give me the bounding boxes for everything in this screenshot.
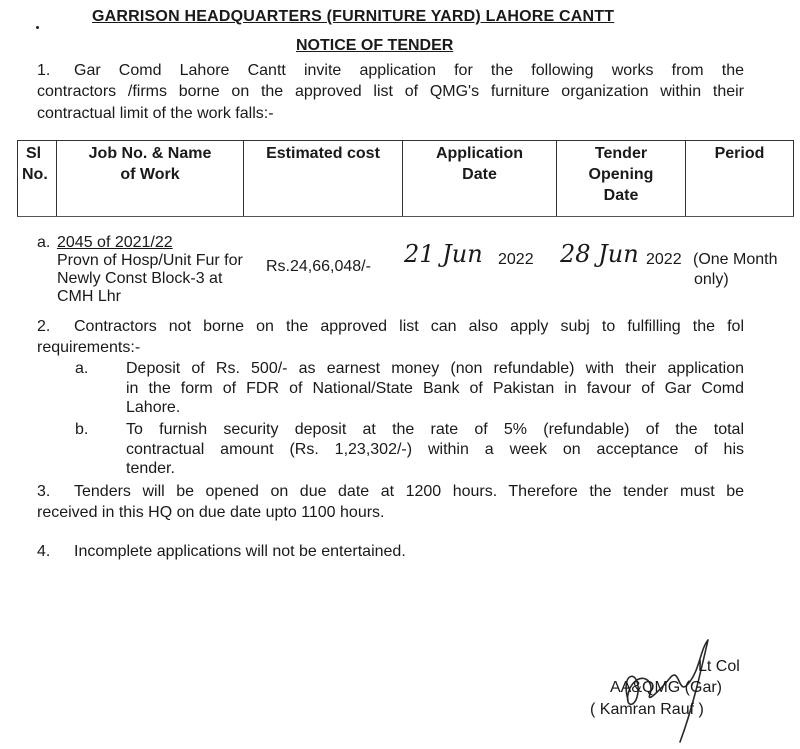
signature-appointment: AA&QMG (Gar): [610, 679, 723, 696]
para3-line2: received in this HQ on due date upto 1100 hours.: [37, 504, 385, 521]
para1-line1: Gar Comd Lahore Cantt invite application for the following works from the: [74, 62, 744, 79]
signature-rank: Lt Col: [698, 658, 740, 675]
work-name-line2: Newly Const Block-3 at: [57, 270, 223, 287]
para3-line1: Tenders will be opened on due date at 1200 hours. Therefore the tender must be: [74, 483, 744, 500]
para4-number: 4.: [37, 543, 51, 560]
estimated-cost: Rs.24,66,048/-: [266, 258, 371, 275]
para4-text: Incomplete applications will not be entertained.: [74, 543, 406, 560]
para2-number: 2.: [37, 318, 51, 335]
para1-number: 1.: [37, 62, 51, 79]
para2-line1: Contractors not borne on the approved list can also apply subj to fulfilling the fol: [74, 318, 744, 335]
work-name-line3: CMH Lhr: [57, 288, 122, 305]
document-title: GARRISON HEADQUARTERS (FURNITURE YARD) LAHORE CANTT: [92, 8, 615, 25]
table-header-row: [18, 141, 794, 209]
para2-b-line2: contractual amount (Rs. 1,23,302/-) within a week on acceptance of his: [126, 441, 744, 458]
col-job-header: Job No. & Name of Work: [57, 141, 244, 209]
col-period-header: Period: [686, 141, 794, 209]
para2-a-line3: Lahore.: [126, 399, 181, 416]
col-tender-header: Tender Opening Date: [557, 141, 686, 209]
application-date-handwritten: 21 Jun: [404, 240, 483, 268]
tender-date-handwritten: 28 Jun: [560, 240, 639, 268]
work-item-label: a.: [37, 234, 51, 251]
para2-b-line3: tender.: [126, 460, 175, 477]
application-date-year: 2022: [498, 251, 534, 268]
para2-b-label: b.: [75, 421, 89, 438]
period-line2: only): [694, 271, 729, 288]
para1-line3: contractual limit of the work falls:-: [37, 105, 274, 122]
work-name-line1: Provn of Hosp/Unit Fur for: [57, 252, 243, 269]
tender-date-year: 2022: [646, 251, 682, 268]
para2-b-line1: To furnish security deposit at the rate of 5% (refundable) of the total: [126, 421, 744, 438]
para2-a-label: a.: [75, 360, 89, 377]
col-cost-header: Estimated cost: [244, 141, 403, 209]
para3-number: 3.: [37, 483, 51, 500]
tender-table: [17, 140, 794, 217]
period-line1: (One Month: [693, 251, 778, 268]
signature-name: ( Kamran Rauf ): [590, 701, 704, 718]
para2-a-line2: in the form of FDR of National/State Bank of Pakistan in favour of Gar Comd: [126, 380, 744, 397]
col-application-header: Application Date: [403, 141, 557, 209]
para1-line2: contractors /firms borne on the approved list of QMG's furniture organization within their: [37, 83, 744, 100]
scan-dot: [36, 26, 39, 29]
para2-a-line1: Deposit of Rs. 500/- as earnest money (non refundable) with their application: [126, 360, 744, 377]
col-sl-header: Sl No.: [18, 141, 57, 209]
para2-line2: requirements:-: [37, 339, 141, 356]
document-subtitle: NOTICE OF TENDER: [296, 37, 454, 54]
job-number: 2045 of 2021/22: [57, 234, 173, 251]
